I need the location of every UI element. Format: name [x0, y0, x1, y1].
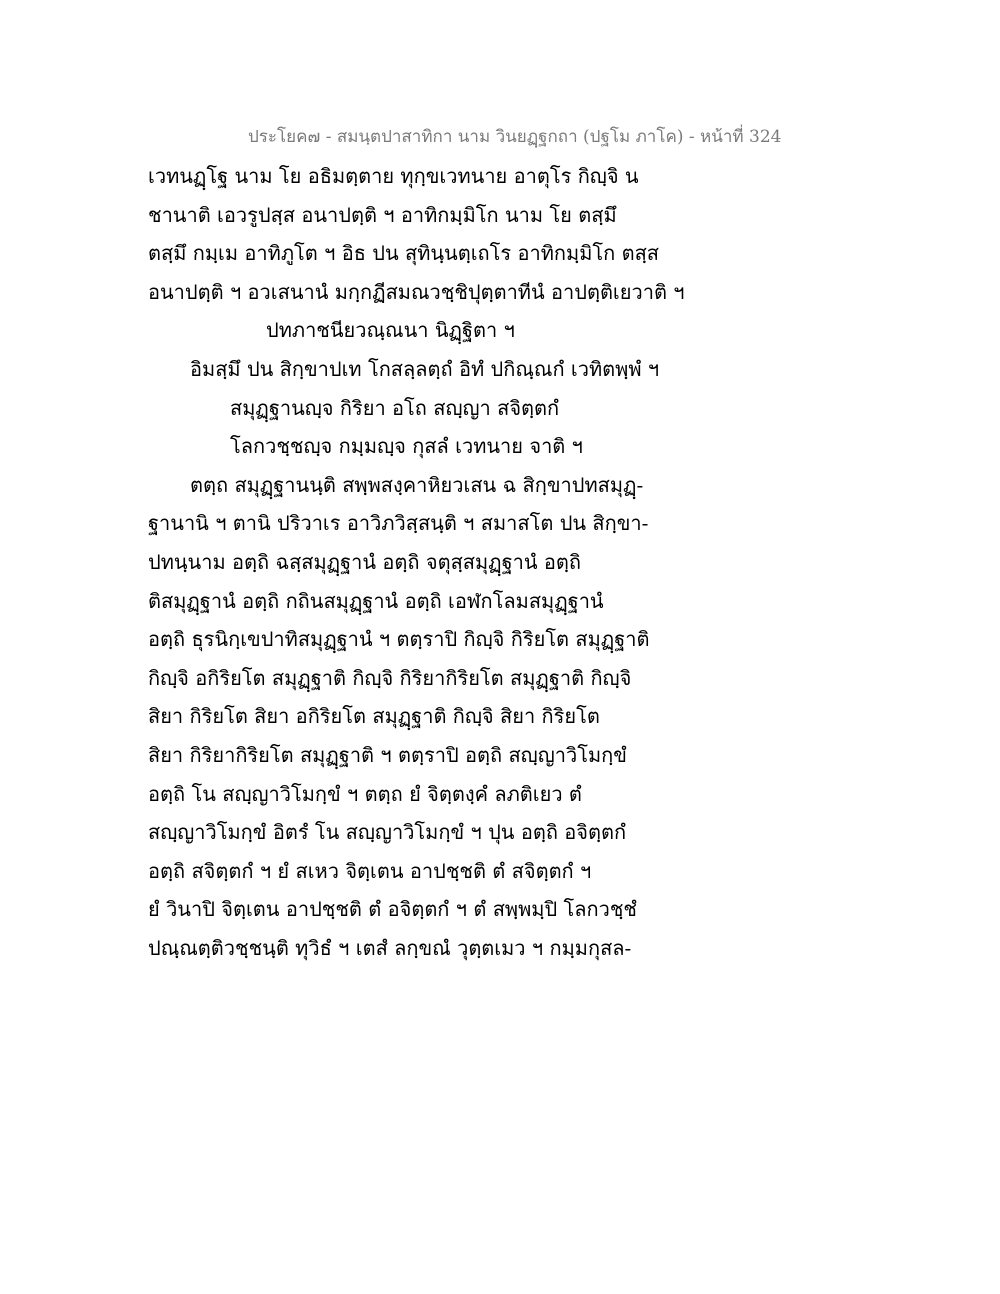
text-line: อตฺถิ สจิตฺตกํ ฯ ยํ สเหว จิตฺเตน อาปชฺชติ ตํ สจิตฺตกํ ฯ [148, 858, 592, 883]
text-line: ปทนฺนาม อตฺถิ ฉสฺสมุฏฺฐานํ อตฺถิ จตุสฺสมุฏฺฐานํ อตฺถิ [148, 549, 582, 574]
text-line: สิยา กิริยโต สิยา อกิริยโต สมุฏฺฐาติ กิญฺจิ สิยา กิริยโต [148, 704, 600, 729]
text-line: ตตฺถ สมุฏฺฐานนฺติ สพฺพสงฺคาหิยวเสน ฉ สิกฺขาปทสมุฏฺ- [190, 472, 644, 497]
text-line: ชานาติ เอวรูปสฺส อนาปตฺติ ฯ อาทิกมฺมิโก นาม โย ตสฺมึ [148, 202, 617, 227]
text-line: ติสมุฏฺฐานํ อตฺถิ กถินสมุฏฺฐานํ อตฺถิ เอฬกโลมสมุฏฺฐานํ [148, 588, 604, 613]
text-line: กิญฺจิ อกิริยโต สมุฏฺฐาติ กิญฺจิ กิริยากิริยโต สมุฏฺฐาติ กิญฺจิ [148, 665, 632, 690]
text-line: เวทนฏฺโฐ นาม โย อธิมตฺตาย ทุกฺขเวทนาย อาตุโร กิญฺจิ น [148, 164, 639, 188]
section-end-title: ปทภาชนียวณฺณนา นิฏฺฐิตา ฯ [266, 318, 515, 343]
page-body [148, 157, 688, 967]
text-line: อนาปตฺติ ฯ อวเสนานํ มกฺกฏีสมณวชฺชิปุตฺตาทีนํ อาปตฺติเยวาติ ฯ [148, 279, 685, 304]
text-line: สญฺญาวิโมกฺขํ อิตรํ โน สญฺญาวิโมกฺขํ ฯ ปุน อตฺถิ อจิตฺตกํ [148, 820, 627, 845]
page-header: ประโยค๗ - สมนฺตปาสาทิกา นาม วินยฏฺฐกถา (ปฐโม ภาโค) - หน้าที่ 324 [248, 127, 782, 147]
text-line: ปณฺณตฺติวชฺชนฺติ ทุวิธํ ฯ เตสํ ลกฺขณํ วุตฺตเมว ฯ กมฺมกุสล- [148, 935, 632, 960]
text-line: ตสฺมึ กมฺเม อาทิภูโต ฯ อิธ ปน สุทินฺนตฺเถโร อาทิกมฺมิโก ตสฺส [148, 241, 660, 266]
text-line: ฐานานิ ฯ ตานิ ปริวาเร อาวิภวิสฺสนฺติ ฯ สมาสโต ปน สิกฺขา- [148, 511, 649, 536]
text-line: สิยา กิริยากิริยโต สมุฏฺฐาติ ฯ ตตฺราปิ อตฺถิ สญฺญาวิโมกฺขํ [148, 742, 627, 767]
verse-line: สมุฏฺฐานญฺจ กิริยา อโถ สญฺญา สจิตฺตกํ [230, 395, 560, 420]
text-line: อตฺถิ โน สญฺญาวิโมกฺขํ ฯ ตตฺถ ยํ จิตฺตงฺคํ ลภติเยว ตํ [148, 781, 582, 806]
verse-line: โลกวชฺชญฺจ กมฺมญฺจ กุสลํ เวทนาย จาติ ฯ [230, 434, 583, 459]
text-line: อิมสฺมึ ปน สิกฺขาปเท โกสลฺลตฺถํ อิทํ ปกิณฺณกํ เวทิตพฺพํ ฯ [190, 356, 660, 381]
text-line: อตฺถิ ธุรนิกฺเขปาทิสมุฏฺฐานํ ฯ ตตฺราปิ กิญฺจิ กิริยโต สมุฏฺฐาติ [148, 627, 650, 652]
text-line: ยํ วินาปิ จิตฺเตน อาปชฺชติ ตํ อจิตฺตกํ ฯ ตํ สพฺพมฺปิ โลกวชฺชํ [148, 897, 638, 922]
